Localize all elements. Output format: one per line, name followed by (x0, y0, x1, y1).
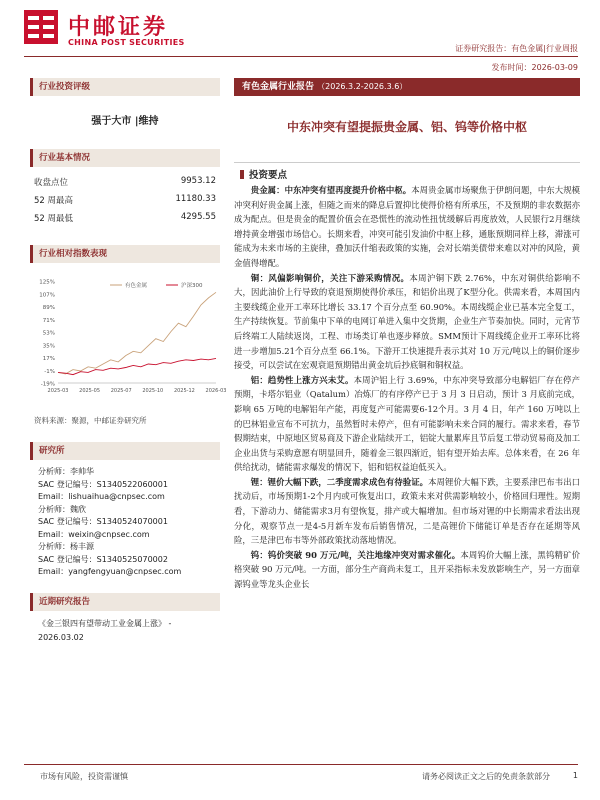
stat-value: 4295.55 (180, 212, 216, 222)
legend-label: 有色金属 (125, 283, 148, 289)
x-tick-label: 2025-12 (173, 388, 195, 394)
report-type: 有色金属行业报告 (242, 82, 315, 92)
analyst-email[interactable]: Email：weixin@cnpsec.com (38, 529, 150, 539)
y-tick-label: 53% (42, 330, 55, 337)
analyst-email[interactable]: Email：lishuaihua@cnpsec.com (38, 492, 165, 501)
stat-label: 收盘点位 (34, 178, 69, 188)
y-tick-label: 107% (39, 292, 55, 299)
analyst-list (30, 466, 220, 579)
chart-svg (30, 271, 227, 411)
perf-heading: 行业相对指数表现 (30, 245, 220, 263)
stat-label: 52 周最高 (34, 196, 74, 206)
paragraph-lead: 锂：锂价大幅下跌，二季度需求成色有待验证。 (250, 476, 429, 487)
legend-label: 沪深300 (181, 283, 203, 289)
paragraph (234, 548, 580, 592)
paragraph-lead: 铜：风偏影响铜价，关注下游采购情况。 (250, 272, 410, 283)
rating-heading: 行业投资评级 (30, 78, 220, 96)
paragraph-text: 本周沪铝上行 3.69%，中东冲突导致部分电解铝厂存在停产预期，卡塔尔铝业（Qatalum）冶炼厂的有序停产已于 3 月 3 日启动，预计 3 月底前完成，影响 65 万吨的电解铝年产能，再度复产可能需要6-12个月。3 月 4 日，年产 160 万吨以上的巴林铝业宣布不可抗力，虽然暂时未停产，但有可能影响未来合同的履行。需求来看，春节假期结束，中原地区贸易商及下游企业陆续开工，铝锭大量累库且节后复工带动贸易商及加工企业出货与采购意愿有明显回升，随着金三银四渐近，铝有望开始去库。总体来看，在 26 年供给扰动，储能需求爆发的情况下，铝和铝权益迫低买入。 (234, 374, 580, 473)
breadcrumb: 证券研究报告：有色金属|行业周报 (455, 44, 578, 53)
paragraph-lead: 铝：趋势性上涨方兴未艾。 (250, 374, 354, 385)
recent-report-title[interactable]: 《金三银四有望带动工业金属上涨》 - (38, 618, 172, 628)
analyst-line: 分析师：杨丰源 (38, 542, 94, 551)
analyst-line: SAC 登记编号：S1340522060001 (38, 479, 168, 489)
paragraph-text: 本周贵金属市场聚焦于伊朗问题，中东大规模冲突利好贵金属上涨，但随之而来的降息后置抑比使得价格有所承压，不及预期的非农数据亦成为配点。但是贵金的配置价值会在恐慌性的流动性扭忧缓解后再度放效，人民银行2月继续增持黄金增强市场信心。长期来看，冲突可能引发油价中枢上移，通胀预期同样上移，滞涨可能成为未来市场的主旋律，叠加沃什缩表政策的实施，会对长端美债带来难以对冲的风险，黄金值得增配。 (234, 185, 581, 268)
paragraph-text: 本周锂价大幅下跌，主要系津巴布韦出口扰动后，市场预期1-2个月内或可恢复出口，政策未来对供需影响较小，价格回归理性。短期看，下游动力、储能需求3月有望恢复，排产或大幅增加。但市场对锂的中长期需求看法出现分化，观察节点一是4-5月新车发布后销售情况，二是高锂价下储能订单是否存在延期等风险，三是津巴布韦等外部政策扰动落地情况。 (234, 476, 581, 546)
risk-warning: 市场有风险，投资需谨慎 (40, 772, 128, 781)
page-number: 1 (572, 771, 578, 780)
recent-report-date: 2026.03.02 (38, 632, 84, 642)
series-line-0 (58, 292, 216, 374)
stats-list (30, 173, 220, 227)
company-logo (24, 8, 224, 50)
stat-row (30, 191, 220, 209)
x-tick-label: 2025-10 (142, 388, 164, 394)
x-tick-label: 2026-03 (205, 388, 227, 394)
y-tick-label: 125% (39, 279, 55, 286)
y-tick-label: 35% (42, 343, 55, 350)
analyst-line: SAC 登记编号：S1340525070002 (38, 554, 168, 564)
logo-english: CHINA POST SECURITIES (68, 38, 185, 47)
logo-chinese: 中邮证券 (68, 15, 169, 40)
y-tick-label: -19% (40, 381, 55, 388)
report-body (234, 183, 580, 592)
stat-value: 9953.12 (180, 176, 216, 186)
paragraph (234, 271, 580, 373)
release-date: 发布时间：2026-03-09 (491, 63, 578, 72)
paragraph (234, 475, 580, 548)
chart-source: 资料来源：聚源，中邮证券研究所 (34, 416, 147, 425)
recent-report[interactable] (30, 617, 220, 645)
y-tick-label: 89% (42, 305, 55, 311)
paragraph (234, 373, 580, 475)
relative-performance-chart (30, 271, 227, 411)
paragraph-lead: 贵金属：中东冲突有望再度提升价格中枢。 (250, 185, 412, 195)
x-tick-label: 2025-03 (47, 388, 69, 394)
stat-label: 52 周最低 (34, 214, 74, 224)
analyst-line: 分析师：魏欣 (38, 504, 86, 514)
sidebar (30, 78, 227, 645)
paragraph-text: 本周钨价大幅上涨，黑钨精矿价格突破 90 万元/吨。一方面，部分生产商尚未复工，且开采指标未发放影响生产，另一方面章源钨业等龙头企业长 (234, 549, 581, 590)
page-title: 中东冲突有望提振贵金属、铝、钨等价格中枢 (286, 120, 527, 134)
stat-row (30, 209, 220, 227)
y-tick-label: 17% (42, 356, 55, 362)
y-tick-label: 71% (42, 317, 55, 324)
paragraph-text: 本周沪铜下跌 2.76%，中东对铜供给影响不大，因此油价上行导致的衰退预期使得价承压，和铝价出现了K型分化。供需来看，本周国内主要线缆企业开工率环比增长 33.17 个百分点至 60.90%。本周线缆企业已基本完全复工，生产持续恢复。节前集中下单的电网订单进入集中交货期，企业生产节奏加快。同时，元宵节后终端工人陆续返岗，工程、市场类订单也逐步释放。SMM预计下周线缆企业开工率环比将进一步增加5.21个百分点至 66.1%。下游开工快速提升表示其对 10 万元/吨以上的铜价逐步接受，可以尝试在宏观衰退预期错出黄金坑后抄底铜和铜权益。 (234, 272, 580, 371)
basic-info-heading: 行业基本情况 (30, 149, 220, 167)
disclaimer-note: 请务必阅读正文之后的免责条款部分 (422, 772, 550, 781)
analyst-line: SAC 登记编号：S1340524070001 (38, 517, 168, 526)
stat-row (30, 173, 220, 191)
series-line-1 (58, 358, 216, 374)
paragraph (234, 183, 580, 271)
analyst-line: 分析师：李帅华 (38, 467, 94, 476)
paragraph-lead: 钨：钨价突破 90 万元/吨，关注地缘冲突对需求催化。 (250, 549, 461, 560)
report-range: （2026.3.2-2026.3.6） (317, 82, 408, 91)
y-tick-label: -1% (44, 368, 55, 375)
researchers-heading: 研究所 (30, 442, 220, 460)
report-type-band (234, 78, 580, 96)
key-points-heading: 投资要点 (240, 167, 287, 181)
title-divider (234, 162, 580, 163)
industry-rating: 强于大市 |维持 (91, 116, 159, 127)
header-divider (24, 56, 578, 57)
x-tick-label: 2025-07 (110, 388, 132, 394)
post-logo-icon (24, 10, 58, 44)
footer-divider (24, 764, 578, 765)
stat-value: 11180.33 (175, 194, 216, 204)
analyst-email[interactable]: Email：yangfengyuan@cnpsec.com (38, 567, 182, 576)
recent-reports-heading: 近期研究报告 (30, 593, 220, 611)
x-tick-label: 2025-05 (79, 388, 101, 394)
